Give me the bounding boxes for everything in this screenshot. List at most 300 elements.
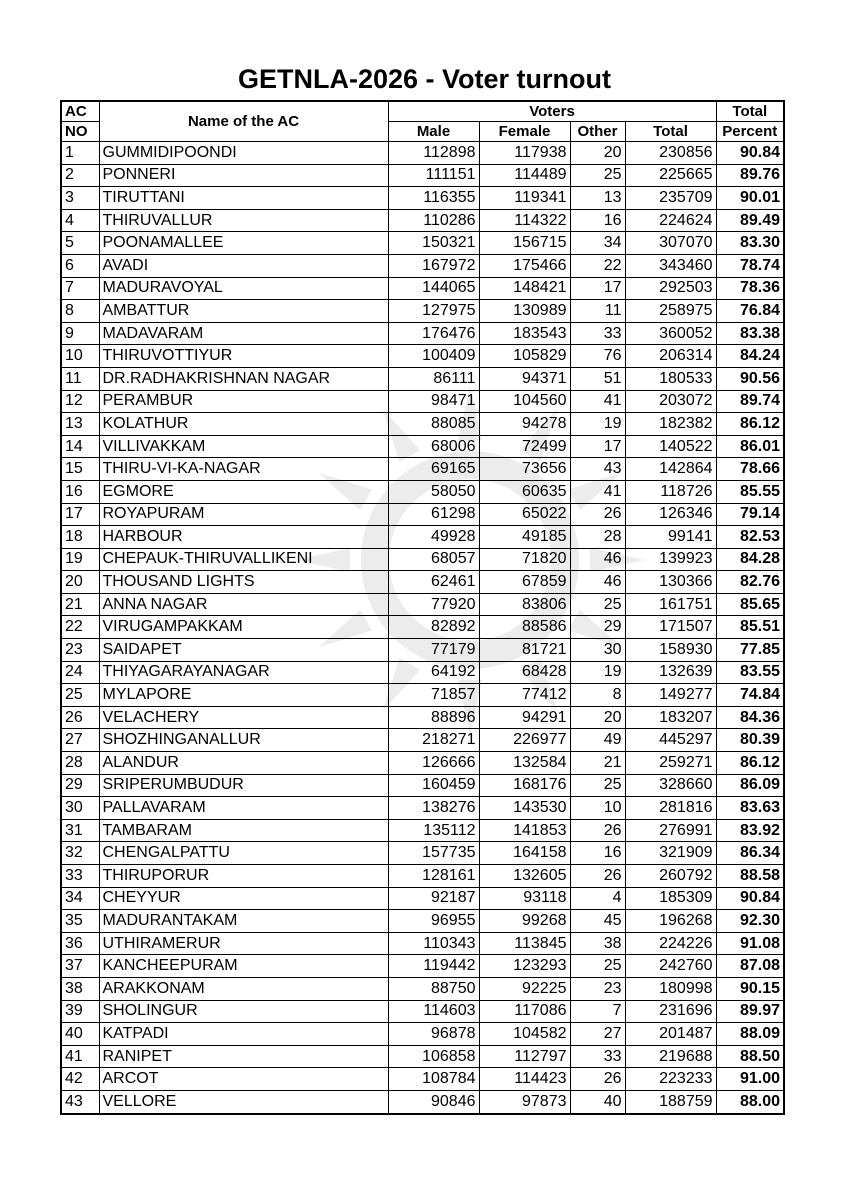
other-count: 43 [570, 458, 625, 481]
female-count: 73656 [479, 458, 570, 481]
ac-number: 18 [61, 526, 99, 549]
turnout-percent: 86.34 [716, 842, 784, 865]
ac-number: 27 [61, 729, 99, 752]
female-count: 143530 [479, 797, 570, 820]
turnout-percent: 82.76 [716, 571, 784, 594]
ac-name: THIRUVALLUR [99, 209, 388, 232]
ac-name: THIYAGARAYANAGAR [99, 661, 388, 684]
turnout-percent: 74.84 [716, 684, 784, 707]
table-row [61, 1090, 784, 1113]
male-count: 68006 [388, 435, 479, 458]
male-count: 116355 [388, 187, 479, 210]
ac-number: 34 [61, 887, 99, 910]
other-count: 28 [570, 526, 625, 549]
ac-number: 9 [61, 322, 99, 345]
other-count: 25 [570, 164, 625, 187]
ac-number: 30 [61, 797, 99, 820]
header-ac: AC [61, 101, 99, 122]
turnout-percent: 85.51 [716, 616, 784, 639]
table-row [61, 729, 784, 752]
turnout-percent: 83.38 [716, 322, 784, 345]
total-count: 231696 [625, 1000, 716, 1023]
male-count: 127975 [388, 300, 479, 323]
female-count: 148421 [479, 277, 570, 300]
ac-name: ROYAPURAM [99, 503, 388, 526]
male-count: 86111 [388, 367, 479, 390]
table-row [61, 797, 784, 820]
other-count: 11 [570, 300, 625, 323]
turnout-percent: 76.84 [716, 300, 784, 323]
ac-number: 25 [61, 684, 99, 707]
ac-name: TIRUTTANI [99, 187, 388, 210]
total-count: 99141 [625, 526, 716, 549]
male-count: 88750 [388, 977, 479, 1000]
male-count: 62461 [388, 571, 479, 594]
ac-name: VELLORE [99, 1090, 388, 1113]
male-count: 128161 [388, 865, 479, 888]
table-row [61, 187, 784, 210]
female-count: 183543 [479, 322, 570, 345]
ac-name: ARCOT [99, 1068, 388, 1091]
other-count: 20 [570, 706, 625, 729]
ac-number: 6 [61, 254, 99, 277]
ac-number: 19 [61, 548, 99, 571]
other-count: 51 [570, 367, 625, 390]
total-count: 224624 [625, 209, 716, 232]
total-count: 185309 [625, 887, 716, 910]
other-count: 22 [570, 254, 625, 277]
turnout-percent: 88.00 [716, 1090, 784, 1113]
ac-number: 23 [61, 639, 99, 662]
female-count: 99268 [479, 910, 570, 933]
other-count: 41 [570, 390, 625, 413]
header-total-percent-top: Total [716, 101, 784, 122]
ac-number: 8 [61, 300, 99, 323]
female-count: 97873 [479, 1090, 570, 1113]
turnout-percent: 79.14 [716, 503, 784, 526]
male-count: 119442 [388, 955, 479, 978]
ac-number: 5 [61, 232, 99, 255]
turnout-percent: 92.30 [716, 910, 784, 933]
ac-name: UTHIRAMERUR [99, 932, 388, 955]
total-count: 161751 [625, 593, 716, 616]
turnout-percent: 78.36 [716, 277, 784, 300]
other-count: 40 [570, 1090, 625, 1113]
ac-number: 7 [61, 277, 99, 300]
total-count: 196268 [625, 910, 716, 933]
male-count: 90846 [388, 1090, 479, 1113]
turnout-percent: 88.58 [716, 865, 784, 888]
male-count: 110286 [388, 209, 479, 232]
ac-name: HARBOUR [99, 526, 388, 549]
table-row [61, 367, 784, 390]
table-row [61, 932, 784, 955]
turnout-percent: 86.12 [716, 752, 784, 775]
table-row [61, 390, 784, 413]
ac-name: THIRUVOTTIYUR [99, 345, 388, 368]
table-row [61, 164, 784, 187]
male-count: 135112 [388, 819, 479, 842]
ac-name: SHOZHINGANALLUR [99, 729, 388, 752]
total-count: 203072 [625, 390, 716, 413]
total-count: 219688 [625, 1045, 716, 1068]
other-count: 33 [570, 322, 625, 345]
other-count: 26 [570, 865, 625, 888]
ac-name: PALLAVARAM [99, 797, 388, 820]
header-total: Total [625, 122, 716, 142]
total-count: 223233 [625, 1068, 716, 1091]
total-count: 188759 [625, 1090, 716, 1113]
ac-name: TAMBARAM [99, 819, 388, 842]
ac-name: POONAMALLEE [99, 232, 388, 255]
table-row [61, 277, 784, 300]
other-count: 17 [570, 435, 625, 458]
ac-name: KATPADI [99, 1023, 388, 1046]
header-name: Name of the AC [99, 101, 388, 142]
table-row [61, 955, 784, 978]
total-count: 139923 [625, 548, 716, 571]
total-count: 142864 [625, 458, 716, 481]
ac-name: KOLATHUR [99, 413, 388, 436]
turnout-percent: 84.24 [716, 345, 784, 368]
ac-name: CHENGALPATTU [99, 842, 388, 865]
total-count: 132639 [625, 661, 716, 684]
ac-number: 22 [61, 616, 99, 639]
table-row [61, 209, 784, 232]
female-count: 114489 [479, 164, 570, 187]
male-count: 111151 [388, 164, 479, 187]
turnout-percent: 83.63 [716, 797, 784, 820]
table-row [61, 413, 784, 436]
ac-name: ANNA NAGAR [99, 593, 388, 616]
total-count: 149277 [625, 684, 716, 707]
other-count: 8 [570, 684, 625, 707]
total-count: 130366 [625, 571, 716, 594]
total-count: 140522 [625, 435, 716, 458]
female-count: 168176 [479, 774, 570, 797]
ac-name: PONNERI [99, 164, 388, 187]
total-count: 235709 [625, 187, 716, 210]
female-count: 130989 [479, 300, 570, 323]
male-count: 49928 [388, 526, 479, 549]
female-count: 226977 [479, 729, 570, 752]
other-count: 26 [570, 1068, 625, 1091]
total-count: 180533 [625, 367, 716, 390]
ac-number: 28 [61, 752, 99, 775]
turnout-percent: 84.36 [716, 706, 784, 729]
male-count: 150321 [388, 232, 479, 255]
turnout-percent: 86.09 [716, 774, 784, 797]
ac-number: 29 [61, 774, 99, 797]
ac-number: 3 [61, 187, 99, 210]
female-count: 119341 [479, 187, 570, 210]
turnout-percent: 84.28 [716, 548, 784, 571]
ac-name: THIRU-VI-KA-NAGAR [99, 458, 388, 481]
ac-number: 13 [61, 413, 99, 436]
female-count: 94371 [479, 367, 570, 390]
table-row [61, 571, 784, 594]
female-count: 132584 [479, 752, 570, 775]
table-row [61, 254, 784, 277]
male-count: 144065 [388, 277, 479, 300]
turnout-percent: 82.53 [716, 526, 784, 549]
other-count: 26 [570, 503, 625, 526]
turnout-percent: 78.74 [716, 254, 784, 277]
table-row [61, 1000, 784, 1023]
other-count: 17 [570, 277, 625, 300]
male-count: 167972 [388, 254, 479, 277]
male-count: 126666 [388, 752, 479, 775]
male-count: 96955 [388, 910, 479, 933]
turnout-percent: 91.00 [716, 1068, 784, 1091]
table-body [61, 142, 784, 1114]
ac-number: 2 [61, 164, 99, 187]
page-title: GETNLA-2026 - Voter turnout [237, 64, 612, 94]
male-count: 157735 [388, 842, 479, 865]
turnout-percent: 83.92 [716, 819, 784, 842]
other-count: 49 [570, 729, 625, 752]
ac-name: VIRUGAMPAKKAM [99, 616, 388, 639]
ac-number: 41 [61, 1045, 99, 1068]
other-count: 16 [570, 842, 625, 865]
total-count: 158930 [625, 639, 716, 662]
female-count: 104582 [479, 1023, 570, 1046]
ac-number: 42 [61, 1068, 99, 1091]
ac-number: 12 [61, 390, 99, 413]
table-row [61, 706, 784, 729]
turnout-percent: 90.15 [716, 977, 784, 1000]
male-count: 112898 [388, 142, 479, 165]
table-row [61, 774, 784, 797]
total-count: 259271 [625, 752, 716, 775]
ac-number: 39 [61, 1000, 99, 1023]
female-count: 164158 [479, 842, 570, 865]
male-count: 77920 [388, 593, 479, 616]
female-count: 114423 [479, 1068, 570, 1091]
ac-number: 4 [61, 209, 99, 232]
turnout-percent: 86.12 [716, 413, 784, 436]
male-count: 106858 [388, 1045, 479, 1068]
female-count: 72499 [479, 435, 570, 458]
female-count: 65022 [479, 503, 570, 526]
male-count: 92187 [388, 887, 479, 910]
turnout-percent: 89.76 [716, 164, 784, 187]
female-count: 71820 [479, 548, 570, 571]
total-count: 260792 [625, 865, 716, 888]
male-count: 96878 [388, 1023, 479, 1046]
other-count: 41 [570, 480, 625, 503]
ac-number: 20 [61, 571, 99, 594]
total-count: 328660 [625, 774, 716, 797]
female-count: 104560 [479, 390, 570, 413]
turnout-percent: 78.66 [716, 458, 784, 481]
table-row [61, 142, 784, 165]
ac-name: AMBATTUR [99, 300, 388, 323]
ac-number: 21 [61, 593, 99, 616]
female-count: 93118 [479, 887, 570, 910]
total-count: 171507 [625, 616, 716, 639]
total-count: 242760 [625, 955, 716, 978]
ac-name: SAIDAPET [99, 639, 388, 662]
female-count: 141853 [479, 819, 570, 842]
total-count: 180998 [625, 977, 716, 1000]
ac-number: 26 [61, 706, 99, 729]
male-count: 218271 [388, 729, 479, 752]
turnout-percent: 91.08 [716, 932, 784, 955]
turnout-percent: 89.97 [716, 1000, 784, 1023]
other-count: 7 [570, 1000, 625, 1023]
ac-name: SRIPERUMBUDUR [99, 774, 388, 797]
ac-number: 31 [61, 819, 99, 842]
ac-number: 38 [61, 977, 99, 1000]
turnout-percent: 90.84 [716, 887, 784, 910]
ac-name: GUMMIDIPOONDI [99, 142, 388, 165]
table-row [61, 458, 784, 481]
other-count: 33 [570, 1045, 625, 1068]
ac-name: MADURAVOYAL [99, 277, 388, 300]
male-count: 69165 [388, 458, 479, 481]
turnout-percent: 90.84 [716, 142, 784, 165]
female-count: 77412 [479, 684, 570, 707]
table-row [61, 345, 784, 368]
table-row [61, 232, 784, 255]
total-count: 126346 [625, 503, 716, 526]
ac-number: 36 [61, 932, 99, 955]
ac-number: 10 [61, 345, 99, 368]
total-count: 258975 [625, 300, 716, 323]
table-row [61, 1045, 784, 1068]
female-count: 132605 [479, 865, 570, 888]
female-count: 68428 [479, 661, 570, 684]
female-count: 175466 [479, 254, 570, 277]
table-row [61, 616, 784, 639]
total-count: 118726 [625, 480, 716, 503]
other-count: 26 [570, 819, 625, 842]
voter-turnout-table [60, 100, 785, 1115]
female-count: 92225 [479, 977, 570, 1000]
ac-number: 32 [61, 842, 99, 865]
other-count: 30 [570, 639, 625, 662]
table-row [61, 865, 784, 888]
female-count: 83806 [479, 593, 570, 616]
turnout-percent: 88.09 [716, 1023, 784, 1046]
turnout-percent: 85.55 [716, 480, 784, 503]
other-count: 21 [570, 752, 625, 775]
ac-name: PERAMBUR [99, 390, 388, 413]
female-count: 117086 [479, 1000, 570, 1023]
header-no: NO [61, 122, 99, 142]
ac-number: 40 [61, 1023, 99, 1046]
total-count: 224226 [625, 932, 716, 955]
other-count: 76 [570, 345, 625, 368]
turnout-percent: 89.74 [716, 390, 784, 413]
female-count: 67859 [479, 571, 570, 594]
ac-name: MYLAPORE [99, 684, 388, 707]
table-row [61, 977, 784, 1000]
male-count: 61298 [388, 503, 479, 526]
other-count: 25 [570, 774, 625, 797]
table-row [61, 639, 784, 662]
other-count: 19 [570, 661, 625, 684]
female-count: 113845 [479, 932, 570, 955]
turnout-percent: 88.50 [716, 1045, 784, 1068]
other-count: 20 [570, 142, 625, 165]
ac-name: CHEYYUR [99, 887, 388, 910]
ac-number: 1 [61, 142, 99, 165]
ac-number: 43 [61, 1090, 99, 1113]
male-count: 98471 [388, 390, 479, 413]
other-count: 10 [570, 797, 625, 820]
ac-name: ALANDUR [99, 752, 388, 775]
ac-name: VILLIVAKKAM [99, 435, 388, 458]
male-count: 100409 [388, 345, 479, 368]
female-count: 105829 [479, 345, 570, 368]
total-count: 360052 [625, 322, 716, 345]
header-female: Female [479, 122, 570, 142]
ac-name: MADAVARAM [99, 322, 388, 345]
male-count: 88085 [388, 413, 479, 436]
total-count: 292503 [625, 277, 716, 300]
turnout-percent: 87.08 [716, 955, 784, 978]
table-row [61, 503, 784, 526]
ac-name: CHEPAUK-THIRUVALLIKENI [99, 548, 388, 571]
total-count: 307070 [625, 232, 716, 255]
table-row [61, 819, 784, 842]
female-count: 94278 [479, 413, 570, 436]
male-count: 114603 [388, 1000, 479, 1023]
table-row [61, 480, 784, 503]
total-count: 206314 [625, 345, 716, 368]
female-count: 112797 [479, 1045, 570, 1068]
other-count: 46 [570, 571, 625, 594]
ac-name: RANIPET [99, 1045, 388, 1068]
turnout-percent: 77.85 [716, 639, 784, 662]
total-count: 321909 [625, 842, 716, 865]
table-row [61, 1023, 784, 1046]
male-count: 108784 [388, 1068, 479, 1091]
ac-name: ARAKKONAM [99, 977, 388, 1000]
male-count: 64192 [388, 661, 479, 684]
total-count: 225665 [625, 164, 716, 187]
female-count: 49185 [479, 526, 570, 549]
total-count: 182382 [625, 413, 716, 436]
table-row [61, 1068, 784, 1091]
ac-number: 16 [61, 480, 99, 503]
female-count: 156715 [479, 232, 570, 255]
total-count: 343460 [625, 254, 716, 277]
turnout-percent: 89.49 [716, 209, 784, 232]
ac-number: 17 [61, 503, 99, 526]
other-count: 25 [570, 593, 625, 616]
other-count: 25 [570, 955, 625, 978]
female-count: 123293 [479, 955, 570, 978]
ac-number: 35 [61, 910, 99, 933]
header-voters: Voters [388, 101, 716, 122]
ac-number: 14 [61, 435, 99, 458]
ac-name: THOUSAND LIGHTS [99, 571, 388, 594]
female-count: 94291 [479, 706, 570, 729]
turnout-percent: 90.56 [716, 367, 784, 390]
ac-name: DR.RADHAKRISHNAN NAGAR [99, 367, 388, 390]
table-row [61, 910, 784, 933]
table-row [61, 322, 784, 345]
header-male: Male [388, 122, 479, 142]
total-count: 445297 [625, 729, 716, 752]
ac-name: VELACHERY [99, 706, 388, 729]
ac-name: EGMORE [99, 480, 388, 503]
ac-name: AVADI [99, 254, 388, 277]
other-count: 34 [570, 232, 625, 255]
